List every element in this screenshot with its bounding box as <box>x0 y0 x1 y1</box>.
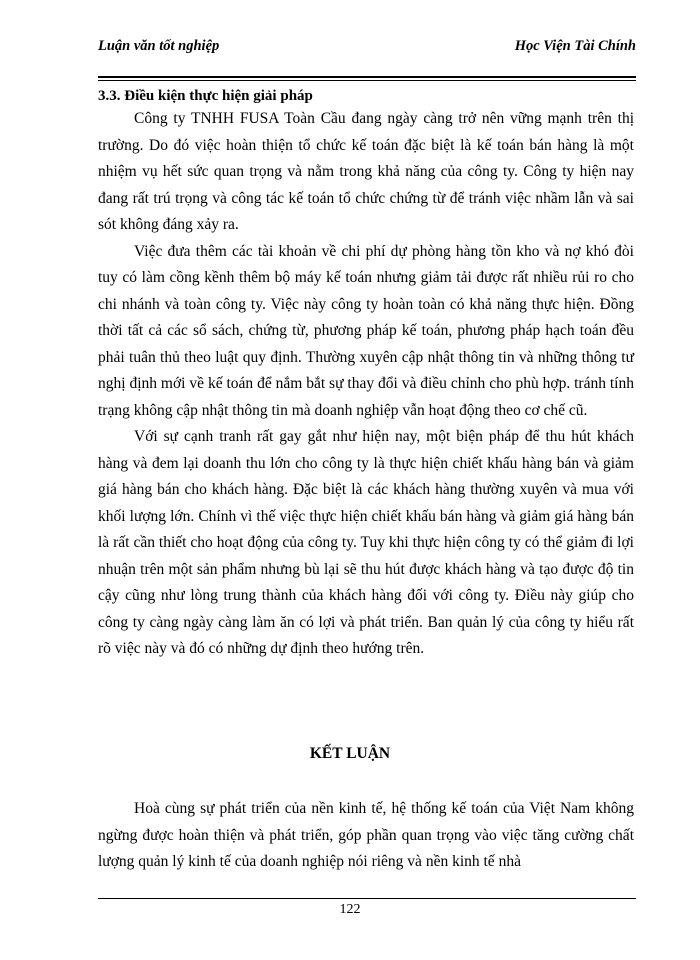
header-divider-thick <box>98 76 636 78</box>
section-heading: 3.3. Điều kiện thực hiện giải pháp <box>98 88 313 104</box>
header-divider-thin <box>98 80 636 81</box>
header-thesis-label: Luận văn tốt nghiệp <box>98 38 220 54</box>
paragraph: Công ty TNHH FUSA Toàn Cầu đang ngày càng trở nên vững mạnh trên thị trường. Do đó việc hoàn thiện tổ chức kế toán đặc biệt là kế toán bán hàng là một nhiệm vụ hết sức quan trọng và nằm trong khả năng của công ty. Công ty hiện nay đang rất trú trọng và công tác kế toán tổ chức chứng từ để tránh việc nhầm lẫn và sai sót không đáng xảy ra. <box>98 110 634 233</box>
paragraph: Việc đưa thêm các tài khoản về chi phí dự phòng hàng tồn kho và nợ khó đòi tuy có làm cồng kềnh thêm bộ máy kế toán nhưng giảm tải được rất nhiều rủi ro cho chi nhánh và toàn công ty. Việc này công ty hoàn toàn có khả năng thực hiện. Đồng thời tất cả các sổ sách, chứng từ, phương pháp kế toán, phương pháp hạch toán đều phải tuân thủ theo luật quy định. Thường xuyên cập nhật thông tin và những thông tư nghị định mới về kế toán để nắm bắt sự thay đổi và điều chỉnh cho phù hợp. tránh tính trạng không cập nhật thông tin mà doanh nghiệp vẫn hoạt động theo cơ chế cũ. <box>98 242 634 419</box>
paragraph: Với sự cạnh tranh rất gay gắt như hiện nay, một biện pháp để thu hút khách hàng và đem lại doanh thu lớn cho công ty là thực hiện chiết khấu hàng bán và giảm giá hàng bán cho khách hàng. Đặc biệt là các khách hàng thường xuyên và mua với khối lượng lớn. Chính vì thế việc thực hiện chiết khấu bán hàng và giảm giá hàng bán là rất cần thiết cho hoạt động của công ty. Tuy khi thực hiện công ty có thể giảm đi lợi nhuận trên một sản phẩm nhưng bù lại sẽ thu hút được khách hàng và tạo được độ tin cậy cũng như lòng trung thành của khách hàng đối với công ty. Điều này giúp cho công ty càng ngày càng làm ăn có lợi và phát triển. Ban quản lý của công ty hiểu rất rõ việc này và đó có những dự định theo hướng trên. <box>98 428 634 657</box>
header-institution-label: Học Viện Tài Chính <box>514 38 636 54</box>
page-header <box>98 38 636 55</box>
section-body <box>98 106 634 663</box>
page-number: 122 <box>339 902 361 917</box>
conclusion-title: KẾT LUẬN <box>309 745 391 762</box>
conclusion-body <box>98 796 634 876</box>
paragraph: Hoà cùng sự phát triển của nền kinh tế, hệ thống kế toán của Việt Nam không ngừng được hoàn thiện và phát triển, góp phần quan trọng vào việc tăng cường chất lượng quản lý kinh tế của doanh nghiệp nói riêng và nền kinh tế nhà <box>98 800 634 870</box>
footer-divider <box>98 898 636 899</box>
